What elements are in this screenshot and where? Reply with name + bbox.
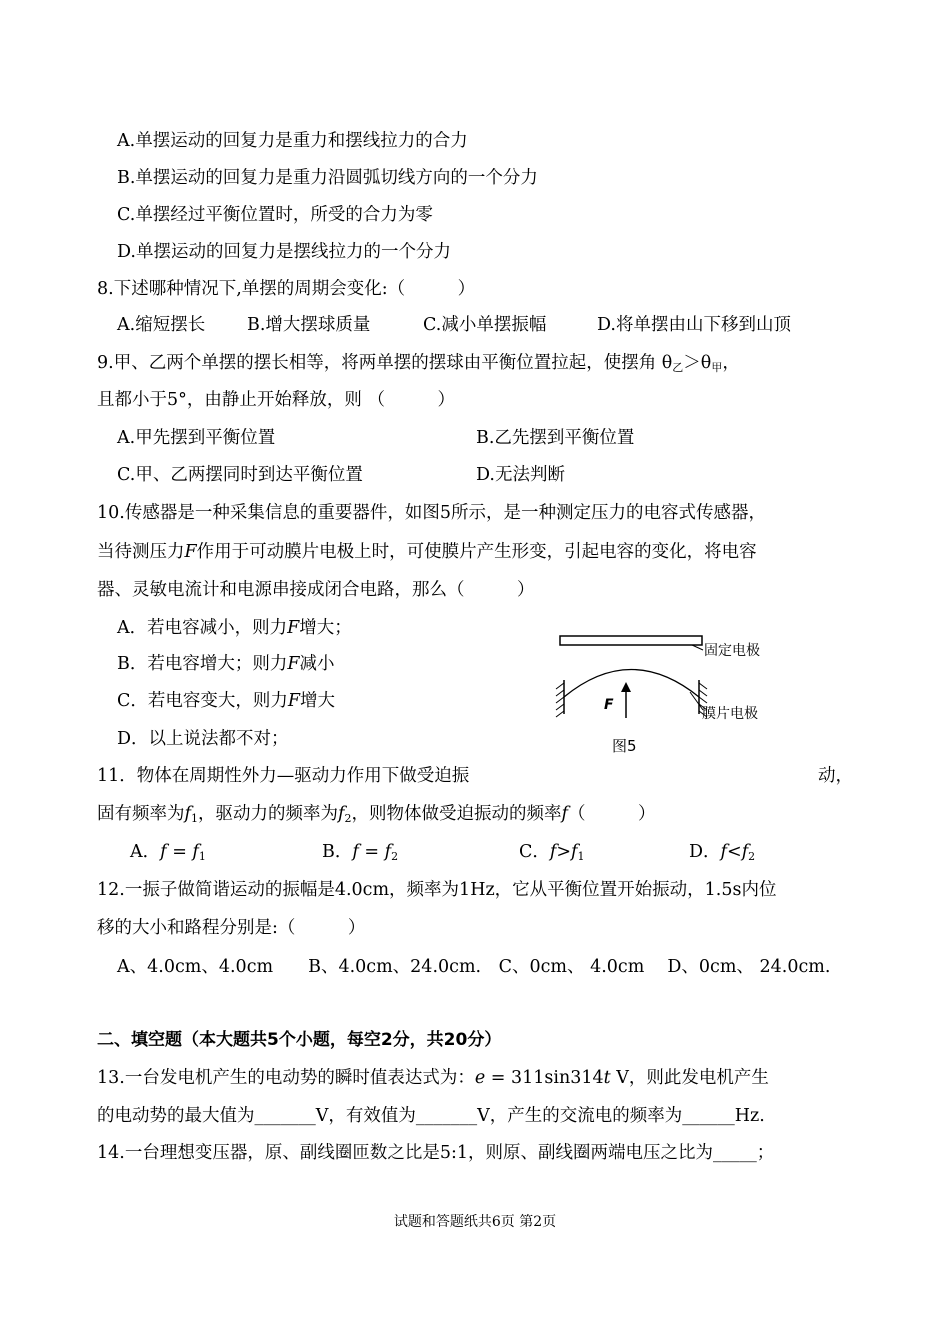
q10-c-post: 增大 <box>300 691 336 711</box>
force-label: F <box>604 697 614 713</box>
q9-option-b: B.乙先摆到平衡位置 <box>476 428 635 448</box>
q10-line2-post: 作用于可动膜片电极上时，可使膜片产生形变，引起电容的变化，将电容 <box>196 542 757 562</box>
q8-stem: 8.下述哪种情况下,单摆的周期会变化:（ ） <box>97 279 476 299</box>
q11-line1-left: 11．物体在周期性外力—驱动力作用下做受迫振 <box>97 766 470 786</box>
q7-option-c: C.单摆经过平衡位置时，所受的合力为零 <box>117 205 433 225</box>
q10-option-b <box>117 652 335 676</box>
q11-d-f: f <box>720 842 728 862</box>
q10-line2 <box>97 540 757 564</box>
q12-line1: 12.一振子做简谐运动的振幅是4.0cm，频率为1Hz，它从平衡位置开始振动，1.5s内位 <box>97 880 777 900</box>
q11-b-eq: = <box>358 842 385 862</box>
q11-a-sub: 1 <box>198 850 206 863</box>
q11-b-label: B． <box>322 842 353 862</box>
q11-option-c <box>519 840 585 869</box>
q11-d-label: D． <box>689 842 721 862</box>
q13-text-c: V，则此发电机产生 <box>610 1068 769 1088</box>
q11-d-f2: f <box>741 842 749 862</box>
q10-c-pre: C．若电容变大，则力 <box>117 691 288 711</box>
q11-c-f1: f <box>571 842 578 862</box>
q10-b-pre: B．若电容增大；则力 <box>117 654 288 674</box>
page-footer: 试题和答题纸共6页 第2页 <box>393 1214 557 1230</box>
q10-b-post: 减小 <box>299 654 335 674</box>
left-wall-hatch <box>556 683 564 717</box>
q10-a-force: F <box>287 618 300 638</box>
q11-text-d: （ ） <box>567 804 656 824</box>
q11-a-f1: f <box>192 842 199 862</box>
membrane-electrode <box>564 670 699 698</box>
q8-option-c: C.减小单摆振幅 <box>423 315 547 335</box>
q8-option-b: B.增大摆球质量 <box>247 315 371 335</box>
q7-option-a: A.单摆运动的回复力是重力和摆线拉力的合力 <box>117 131 468 151</box>
q11-b-f: f <box>352 842 359 862</box>
membrane-electrode-label: 膜片电极 <box>702 706 758 722</box>
q9-sub-yi: 乙 <box>672 361 684 374</box>
q11-f-symbol: f <box>561 804 568 824</box>
q10-force-symbol: F <box>184 542 197 562</box>
q11-option-b <box>322 840 398 869</box>
q10-option-d: D．以上说法都不对； <box>117 729 289 749</box>
q11-text-c: ，则物体做受迫振动的频率 <box>351 804 562 824</box>
fixed-electrode-plate <box>560 636 702 645</box>
q13-t-symbol: t <box>603 1068 611 1088</box>
q11-text-b: ，驱动力的频率为 <box>197 804 338 824</box>
q9-comma: ， <box>722 353 740 373</box>
q10-line3: 器、灵敏电流计和电源串接成闭合电路，那么（ ） <box>97 580 535 600</box>
q9-stem-part1: 9.甲、乙两个单摆的摆长相等，将两单摆的摆球由平衡位置拉起，使摆角 θ <box>97 353 673 373</box>
q11-f2-symbol: f <box>337 804 345 824</box>
q10-c-force: F <box>287 691 301 711</box>
q13-e-symbol: e <box>474 1068 486 1088</box>
q11-b-sub: 2 <box>391 850 399 863</box>
q13-text-b: = 311sin314 <box>485 1068 604 1088</box>
q13-line1 <box>97 1066 769 1090</box>
q11-c-sub: 1 <box>577 850 585 863</box>
q11-a-eq: = <box>166 842 193 862</box>
q12-line2: 移的大小和路程分别是:（ ） <box>97 918 366 938</box>
q8-option-d: D.将单摆由山下移到山顶 <box>597 315 791 335</box>
q9-sub-jia: 甲 <box>711 361 723 374</box>
q9-gt: ＞θ <box>683 353 712 373</box>
q11-option-d <box>689 840 755 869</box>
q14-line1: 14.一台理想变压器，原、副线圈匝数之比是5:1，则原、副线圈两端电压之比为_____； <box>97 1143 775 1163</box>
q10-line1: 10.传感器是一种采集信息的重要器件，如图5所示，是一种测定压力的电容式传感器， <box>97 503 766 523</box>
q10-b-force: F <box>287 654 300 674</box>
q10-option-c <box>117 689 335 713</box>
q9-stem-line1 <box>97 351 740 380</box>
fixed-electrode-label: 固定电极 <box>704 643 760 659</box>
q7-option-d: D.单摆运动的回复力是摆线拉力的一个分力 <box>117 242 451 262</box>
q11-c-gt: > <box>556 842 572 862</box>
q10-line2-pre: 当待测压力 <box>97 542 185 562</box>
q12-options: A、4.0cm、4.0cm B、4.0cm、24.0cm. C、0cm、 4.0cm D、0cm、 24.0cm. <box>117 957 831 977</box>
figure-caption: 图5 <box>612 737 637 755</box>
q11-f1-sub: 1 <box>190 812 198 825</box>
q11-option-a <box>130 840 206 869</box>
q11-b-f2: f <box>384 842 392 862</box>
q11-a-label: A． <box>130 842 161 862</box>
q9-stem-line2: 且都小于5°，由静止开始释放，则 （ ） <box>97 390 455 410</box>
q11-line2 <box>97 802 655 831</box>
q11-c-f: f <box>549 842 557 862</box>
q11-c-label: C． <box>519 842 550 862</box>
q11-line1-right: 动， <box>818 766 853 786</box>
q13-text-a: 13.一台发电机产生的电动势的瞬时值表达式为： <box>97 1068 475 1088</box>
q11-text-a: 固有频率为 <box>97 804 185 824</box>
q8-option-a: A.缩短摆长 <box>117 315 206 335</box>
q10-a-post: 增大； <box>299 618 352 638</box>
q11-d-lt: < <box>727 842 742 862</box>
q7-option-b: B.单摆运动的回复力是重力沿圆弧切线方向的一个分力 <box>117 168 538 188</box>
q11-f1-symbol: f <box>184 804 191 824</box>
q10-option-a <box>117 616 352 640</box>
q11-d-sub: 2 <box>748 850 756 863</box>
q9-option-a: A.甲先摆到平衡位置 <box>117 428 276 448</box>
q10-a-pre: A．若电容减小，则力 <box>117 618 288 638</box>
q13-line2: 的电动势的最大值为_______V，有效值为_______V，产生的交流电的频率为______Hz. <box>97 1106 765 1126</box>
figure-5-sensor-diagram <box>540 630 800 760</box>
q9-option-d: D.无法判断 <box>476 465 565 485</box>
section-2-title: 二、填空题（本大题共5个小题，每空2分，共20分） <box>97 1030 502 1050</box>
q9-option-c: C.甲、乙两摆同时到达平衡位置 <box>117 465 363 485</box>
q11-a-f: f <box>160 842 167 862</box>
force-arrow-head <box>621 682 631 692</box>
q11-f2-sub: 2 <box>344 812 352 825</box>
